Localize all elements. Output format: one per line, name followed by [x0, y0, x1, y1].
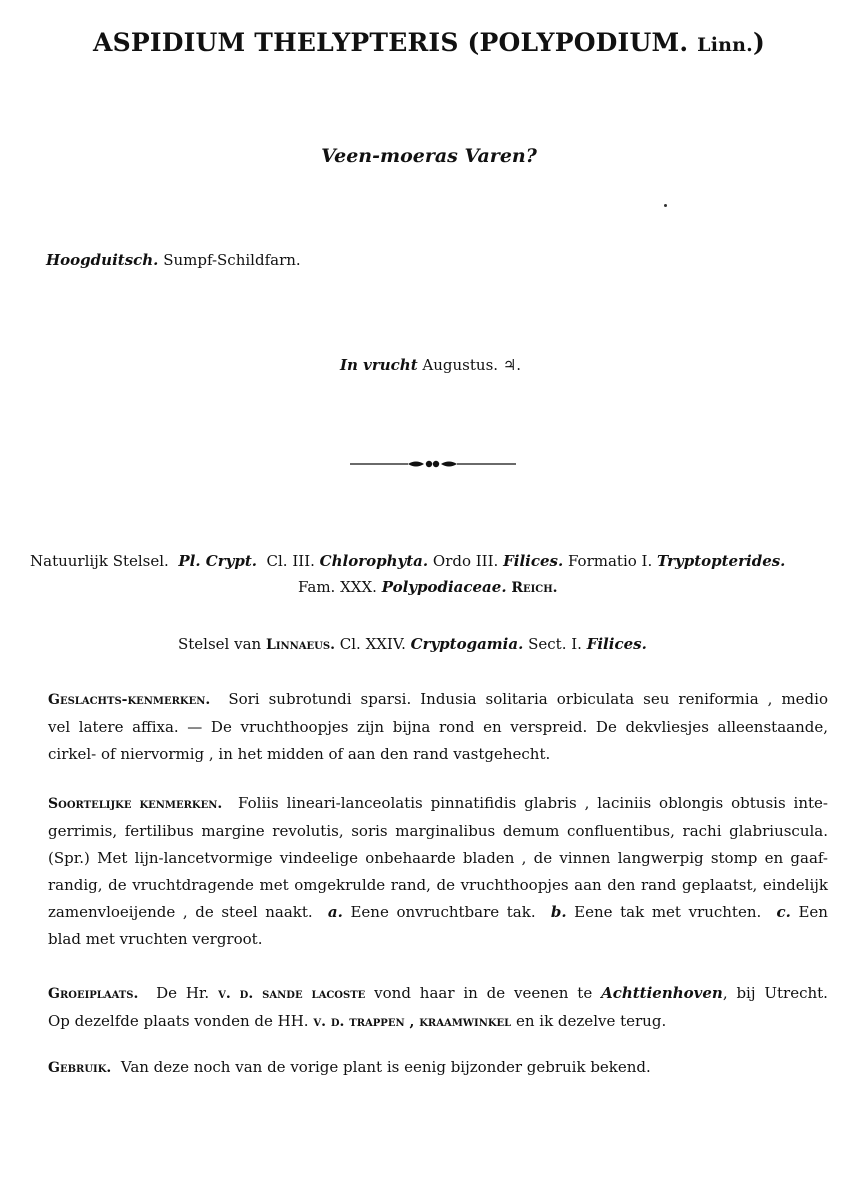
common-name: Veen-moeras Varen? — [321, 145, 537, 167]
formatio-number: Formatio I. — [567, 552, 653, 570]
vernacular-line — [46, 251, 301, 269]
linnaean-system-label: Stelsel van — [178, 635, 262, 653]
title-main: ASPIDIUM THELYPTERIS (POLYPODIUM. — [92, 28, 689, 57]
finder-names: v. d. trappen , kraamwinkel — [313, 1014, 512, 1030]
tryptopterides: Tryptopterides. — [657, 552, 786, 570]
figure-b: b. — [550, 903, 567, 921]
genus-line-2: vel latere affixa. — De vruchthoopjes zijn bijna rond en verspreid. De dekvliesjes alleenstaande, — [48, 718, 828, 736]
chlorophyta: Chlorophyta. — [319, 552, 429, 570]
class-number: Cl. III. — [266, 552, 315, 570]
species-line-1: Soortelijke kenmerken. Foliis lineari-lanceolatis pinnatifidis glabris , laciniis oblongis obtusis inte- — [48, 794, 828, 812]
fruiting-label: In vrucht — [340, 356, 418, 374]
use — [48, 1054, 828, 1082]
fruiting-line — [340, 356, 521, 374]
use-line: Gebruik. Van deze noch van de vorige plant is eenig bijzonder gebruik bekend. — [48, 1058, 651, 1076]
vernacular-label: Hoogduitsch. — [46, 251, 159, 269]
linnaean-system-line — [178, 635, 647, 653]
collector-name: v. d. sande lacoste — [218, 986, 366, 1002]
genus-characters — [48, 686, 828, 768]
species-line-5: zamenvloeijende , de steel naakt. a. Eene onvruchtbare tak. b. Eene tak met vruchten. c. Een — [48, 903, 828, 921]
species-heading: Soortelijke kenmerken. — [48, 796, 223, 812]
species-line-2: gerrimis, fertilibus margine revolutis, soris marginalibus demum confluentibus, rachi glabriuscula. — [48, 822, 828, 840]
perennial-symbol: ♃. — [502, 356, 522, 374]
habitat-line-2: Op dezelfde plaats vonden de HH. v. d. trappen , kraamwinkel en ik dezelve terug. — [48, 1012, 667, 1030]
title-close: ) — [752, 28, 765, 57]
cryptogamia: Cryptogamia. — [410, 635, 524, 653]
figure-c: c. — [776, 903, 791, 921]
habitat-heading: Groeiplaats. — [48, 986, 139, 1002]
use-heading: Gebruik. — [48, 1060, 112, 1076]
family-number: Fam. XXX. — [298, 578, 377, 596]
linnaean-class: Cl. XXIV. — [339, 635, 406, 653]
ordo-number: Ordo III. — [432, 552, 499, 570]
place-name: Achttienhoven — [601, 984, 723, 1002]
fruiting-month: Augustus. — [422, 356, 499, 374]
species-line-4: randig, de vruchtdragende met omgekrulde rand, de vruchthoopjes aan den rand geplaatst, eindelijk — [48, 876, 828, 894]
linnaeus-name: Linnaeus. — [265, 637, 335, 653]
reich-author: Reich. — [511, 580, 558, 596]
polypodiaceae: Polypodiaceae. — [381, 578, 507, 596]
species-line-6: blad met vruchten vergroot. — [48, 930, 263, 948]
genus-line-1: Geslachts-kenmerken. Sori subrotundi sparsi. Indusia solitaria orbiculata seu reniformia , medio — [48, 690, 828, 708]
title-author: Linn. — [697, 34, 753, 56]
ornament-divider — [350, 456, 516, 472]
filices-section: Filices. — [586, 635, 647, 653]
pl-crypt: Pl. Crypt. — [178, 552, 257, 570]
natural-system-line-2 — [298, 578, 558, 596]
speck — [664, 204, 667, 207]
genus-line-3: cirkel- of niervormig , in het midden of aan den rand vastgehecht. — [48, 745, 551, 763]
filices-order: Filices. — [503, 552, 564, 570]
natural-system-line-1 — [30, 552, 785, 570]
species-line-3: (Spr.) Met lijn-lancetvormige vindeelige onbehaarde bladen , de vinnen langwerpig stomp en gaaf- — [48, 849, 828, 867]
habitat — [48, 980, 828, 1036]
natural-system-label: Natuurlijk Stelsel. — [30, 552, 169, 570]
species-characters — [48, 790, 828, 953]
habitat-line-1: Groeiplaats. De Hr. v. d. sande lacoste vond haar in de veenen te Achttienhoven, bij Utrecht. — [48, 984, 828, 1002]
section-number: Sect. I. — [528, 635, 582, 653]
figure-a: a. — [327, 903, 343, 921]
genus-heading: Geslachts-kenmerken. — [48, 692, 211, 708]
vernacular-name: Sumpf-Schildfarn. — [163, 251, 301, 269]
page-title — [0, 28, 858, 57]
